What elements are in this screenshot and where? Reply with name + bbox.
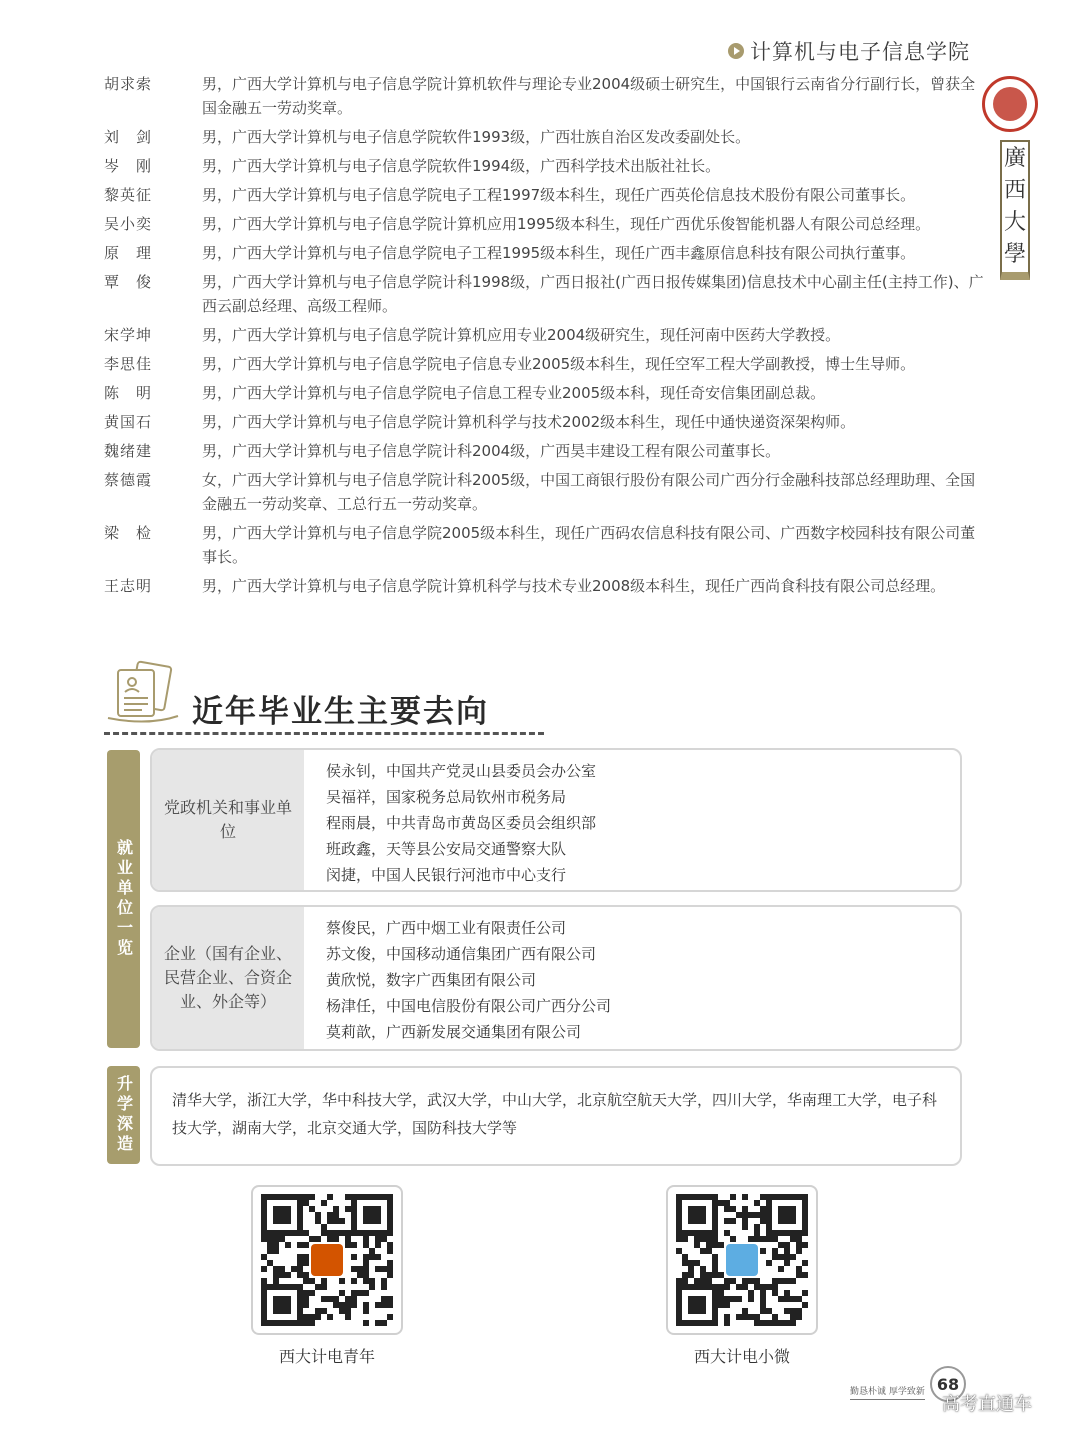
graduate-item: 侯永钊，中国共产党灵山县委员会办公室 — [326, 762, 597, 780]
alumni-description: 男，广西大学计算机与电子信息学院软件1994级，广西科学技术出版社社长。 — [202, 157, 721, 175]
qr-caption: 西大计电青年 — [278, 1347, 375, 1366]
alumni-name: 陈 明 — [104, 384, 153, 402]
qr-code-youth[interactable] — [251, 1185, 403, 1335]
alumni-name: 李思佳 — [104, 355, 153, 373]
group-label: 党政机关和事业单位 — [152, 750, 304, 890]
documents-icon — [104, 660, 186, 728]
alumni-description: 男，广西大学计算机与电子信息学院电子工程1995级本科生，现任广西丰鑫原信息科技有限公司执行董事。 — [202, 244, 916, 262]
university-brand-vertical — [1000, 140, 1030, 280]
employment-group-government — [150, 748, 962, 892]
title-underline — [104, 732, 544, 735]
alumni-row — [104, 270, 984, 318]
alumni-name: 王志明 — [104, 577, 153, 595]
alumni-description: 男，广西大学计算机与电子信息学院计算机软件与理论专业2004级硕士研究生，中国银行云南省分行副行长，曾获全国金融五一劳动奖章。 — [202, 75, 976, 117]
watermark: 高考直通车 — [942, 1394, 1032, 1415]
alumni-list — [104, 72, 984, 603]
graduate-item: 杨津任，中国电信股份有限公司广西分公司 — [326, 997, 612, 1015]
qr-code-icon — [676, 1194, 808, 1326]
alumni-description: 男，广西大学计算机与电子信息学院计算机科学与技术2002级本科生，现任中通快递资深架构师。 — [202, 413, 856, 431]
graduate-item: 吴福祥，国家税务总局钦州市税务局 — [326, 788, 567, 806]
employment-side-label — [107, 750, 140, 1048]
alumni-row — [104, 183, 984, 207]
brand-char: 學 — [1003, 242, 1026, 267]
qr-code-icon — [261, 1194, 393, 1326]
alumni-description: 男，广西大学计算机与电子信息学院计科1998级，广西日报社(广西日报传媒集团)信息技术中心副主任(主持工作)、广西云副总经理、高级工程师。 — [202, 273, 984, 315]
university-emblem-icon — [982, 76, 1038, 132]
alumni-row — [104, 212, 984, 236]
graduate-item: 程雨晨，中共青岛市黄岛区委员会组织部 — [326, 814, 597, 832]
group-list — [326, 915, 611, 1045]
alumni-row — [104, 410, 984, 434]
qr-caption: 西大计电小微 — [693, 1347, 790, 1366]
study-box — [150, 1066, 962, 1166]
section-title-block — [104, 660, 544, 740]
side-label-text: 升学深造 — [114, 1075, 134, 1155]
alumni-name: 魏绪建 — [104, 442, 153, 460]
alumni-row — [104, 352, 984, 376]
alumni-description: 男，广西大学计算机与电子信息学院电子工程1997级本科生，现任广西英伦信息技术股份有限公司董事长。 — [202, 186, 916, 204]
alumni-row — [104, 521, 984, 569]
graduate-item: 苏文俊，中国移动通信集团广西有限公司 — [326, 945, 597, 963]
graduate-item: 班政鑫，天等县公安局交通警察大队 — [326, 840, 567, 858]
alumni-description: 男，广西大学计算机与电子信息学院计算机应用专业2004级研究生，现任河南中医药大学教授。 — [202, 326, 841, 344]
alumni-description: 男，广西大学计算机与电子信息学院计算机科学与技术专业2008级本科生，现任广西尚食科技有限公司总经理。 — [202, 577, 946, 595]
section-title: 近年毕业生主要去向 — [192, 694, 489, 730]
brand-char: 西 — [1003, 178, 1026, 203]
study-universities: 清华大学，浙江大学，华中科技大学，武汉大学，中山大学，北京航空航天大学，四川大学，华南理工大学，电子科技大学，湖南大学，北京交通大学，国防科技大学等 — [172, 1091, 938, 1137]
alumni-name: 覃 俊 — [104, 273, 153, 291]
qr-code-weixin[interactable] — [666, 1185, 818, 1335]
graduate-item: 闵捷，中国人民银行河池市中心支行 — [326, 866, 567, 884]
footer-motto: 勤恳朴诚 厚学致新 — [850, 1384, 925, 1400]
alumni-row — [104, 574, 984, 598]
graduate-item: 黄欣悦，数字广西集团有限公司 — [326, 971, 537, 989]
alumni-row — [104, 323, 984, 347]
alumni-name: 黄国石 — [104, 413, 153, 431]
alumni-row — [104, 439, 984, 463]
alumni-description: 男，广西大学计算机与电子信息学院计科2004级，广西昊丰建设工程有限公司董事长。 — [202, 442, 781, 460]
group-label: 企业（国有企业、民营企业、合资企业、外企等） — [152, 907, 304, 1049]
alumni-description: 女，广西大学计算机与电子信息学院计科2005级，中国工商银行股份有限公司广西分行金融科技部总经理助理、全国金融五一劳动奖章、工总行五一劳动奖章。 — [202, 471, 976, 513]
alumni-description: 男，广西大学计算机与电子信息学院电子信息专业2005级本科生，现任空军工程大学副教授，博士生导师。 — [202, 355, 916, 373]
alumni-name: 吴小奕 — [104, 215, 153, 233]
play-circle-icon — [728, 43, 744, 59]
alumni-description: 男，广西大学计算机与电子信息学院软件1993级，广西壮族自治区发改委副处长。 — [202, 128, 751, 146]
page-number: 68 — [930, 1366, 966, 1402]
alumni-name: 原 理 — [104, 244, 153, 262]
brand-char: 廣 — [1003, 146, 1026, 171]
graduate-item: 莫莉歆，广西新发展交通集团有限公司 — [326, 1023, 582, 1041]
alumni-description: 男，广西大学计算机与电子信息学院电子信息工程专业2005级本科，现任奇安信集团副总裁。 — [202, 384, 826, 402]
alumni-row — [104, 154, 984, 178]
college-title: 计算机与电子信息学院 — [750, 40, 970, 64]
alumni-row — [104, 468, 984, 516]
group-list — [326, 758, 596, 888]
study-side-label — [107, 1066, 140, 1164]
brand-char: 大 — [1003, 210, 1026, 235]
alumni-row — [104, 125, 984, 149]
alumni-name: 宋学坤 — [104, 326, 153, 344]
side-label-text: 就业单位一览 — [114, 839, 134, 959]
alumni-row — [104, 381, 984, 405]
alumni-name: 黎英征 — [104, 186, 153, 204]
alumni-name: 蔡德霞 — [104, 471, 153, 489]
alumni-name: 梁 检 — [104, 524, 153, 542]
alumni-name: 胡求索 — [104, 75, 153, 93]
section-header — [728, 36, 970, 66]
employment-group-enterprise — [150, 905, 962, 1051]
alumni-row — [104, 241, 984, 265]
graduate-item: 蔡俊民，广西中烟工业有限责任公司 — [326, 919, 567, 937]
alumni-name: 刘 剑 — [104, 128, 153, 146]
alumni-row — [104, 72, 984, 120]
alumni-description: 男，广西大学计算机与电子信息学院2005级本科生，现任广西码农信息科技有限公司、广西数字校园科技有限公司董事长。 — [202, 524, 976, 566]
alumni-description: 男，广西大学计算机与电子信息学院计算机应用1995级本科生，现任广西优乐俊智能机器人有限公司总经理。 — [202, 215, 931, 233]
alumni-name: 岑 刚 — [104, 157, 153, 175]
